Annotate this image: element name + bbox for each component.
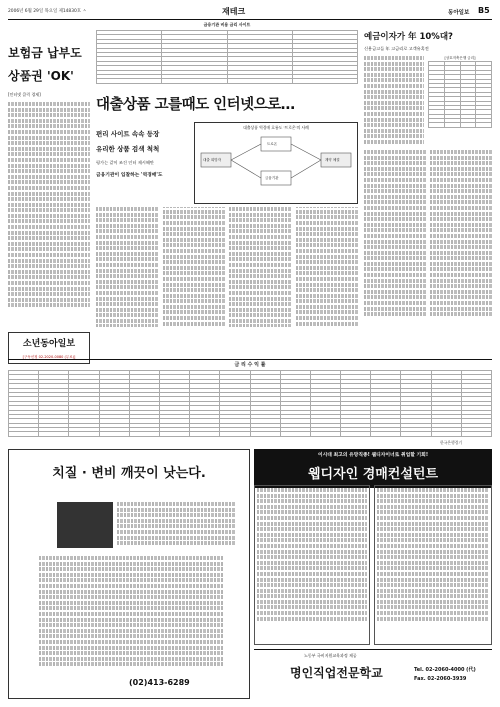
- rate-table-rule: [8, 359, 492, 360]
- sub-headline-3: 평가는 같이 조건 인터 제시해만: [96, 160, 154, 165]
- node-label-3: 금융기관: [265, 176, 279, 180]
- footer-logo: 한국은행경기: [440, 440, 463, 445]
- ad-headline: 웹디자인 경매컨설턴트: [254, 459, 492, 488]
- center-table: [96, 22, 358, 92]
- bottom-left-ad-body-2: [39, 556, 223, 676]
- node-label-1: 대출 희망자: [203, 158, 222, 162]
- ad-footer-bar: [254, 649, 492, 699]
- sub-headline-block: [96, 125, 192, 178]
- left-article: [8, 22, 90, 352]
- center-table-title: 금융기관 비용 금리 사이트: [203, 22, 251, 27]
- ad-school-name: 명인직업전문학교: [290, 666, 383, 680]
- page-header: [8, 6, 492, 18]
- center-article-body: [96, 207, 358, 355]
- bottom-left-ad-phone: (02)413-6289: [129, 678, 190, 687]
- ad-fax: Fax. 02-2060-3939: [414, 676, 467, 682]
- rate-table: [8, 361, 492, 441]
- ad-book-image: [57, 502, 113, 548]
- right-headline: 예금이자가 年 10%대?: [364, 32, 453, 42]
- node-label-4: 계약 체결: [325, 158, 340, 162]
- right-subhead: 신용금고들 年 고금리로 고객유혹전: [364, 46, 429, 51]
- bottom-left-ad-headline: 치질 · 변비 깨끗이 낫는다.: [52, 466, 206, 481]
- left-article-title-2: 상품권 'OK': [8, 69, 74, 83]
- sub-headline-2: 유리한 상품 검색 척척: [96, 145, 160, 153]
- savings-rate-table: [428, 56, 492, 136]
- left-ad-title: 소년동아일보: [22, 339, 76, 349]
- right-body-1: [364, 56, 424, 146]
- left-article-body: [8, 102, 90, 312]
- right-column: [364, 22, 492, 357]
- left-ad-subtitle: [구독신청 02-2020-0080 (무료)]: [22, 355, 76, 359]
- ad-body-right: [374, 485, 492, 645]
- section-title: 재테크: [222, 7, 246, 16]
- ad-tel: Tel. 02-2060-4000 (代): [414, 667, 476, 673]
- rate-table-title: 금 리 수 익 률: [234, 362, 266, 368]
- bottom-right-ad: [254, 449, 492, 699]
- right-body-2: [364, 150, 492, 350]
- flow-diagram: [194, 122, 358, 204]
- diagram-title: 대출상품 역경매 흐름도 '트로온'의 사례: [243, 125, 309, 130]
- sub-headline-4: 금융기관이 입찰하는 '역경매'도: [96, 173, 163, 178]
- ad-body-left: [254, 485, 370, 645]
- header-rule: [8, 19, 492, 20]
- sub-headline-1: 편리 사이트 속속 등장: [96, 130, 160, 138]
- left-article-byline: [인터넷 클릭 경제]: [8, 92, 41, 97]
- paper-name: 동아일보: [448, 10, 470, 16]
- center-table-grid: [96, 30, 358, 84]
- main-headline: 대출상품 고를때도 인터넷으로…: [96, 97, 295, 113]
- bottom-left-ad: [8, 449, 250, 699]
- page-number: B5: [478, 6, 490, 15]
- rate-table-grid: [8, 370, 492, 437]
- savings-table-grid: [428, 61, 492, 128]
- header-date: 2006년 6월 29일 목요일 제14830호 ㅅ: [8, 9, 87, 14]
- left-article-title-1: 보험금 납부도: [8, 46, 82, 60]
- bottom-left-ad-body-1: [117, 502, 235, 550]
- savings-table-title: [상호저축은행 금리]: [444, 56, 476, 60]
- node-label-2: 트로온: [267, 142, 278, 146]
- ad-top-banner: 이시대 최고의 유망직종! 웹디자이너로 취업할 기회!: [254, 449, 492, 459]
- ad-footer-note: 노동부 국비지원교육과정 제공: [304, 653, 357, 658]
